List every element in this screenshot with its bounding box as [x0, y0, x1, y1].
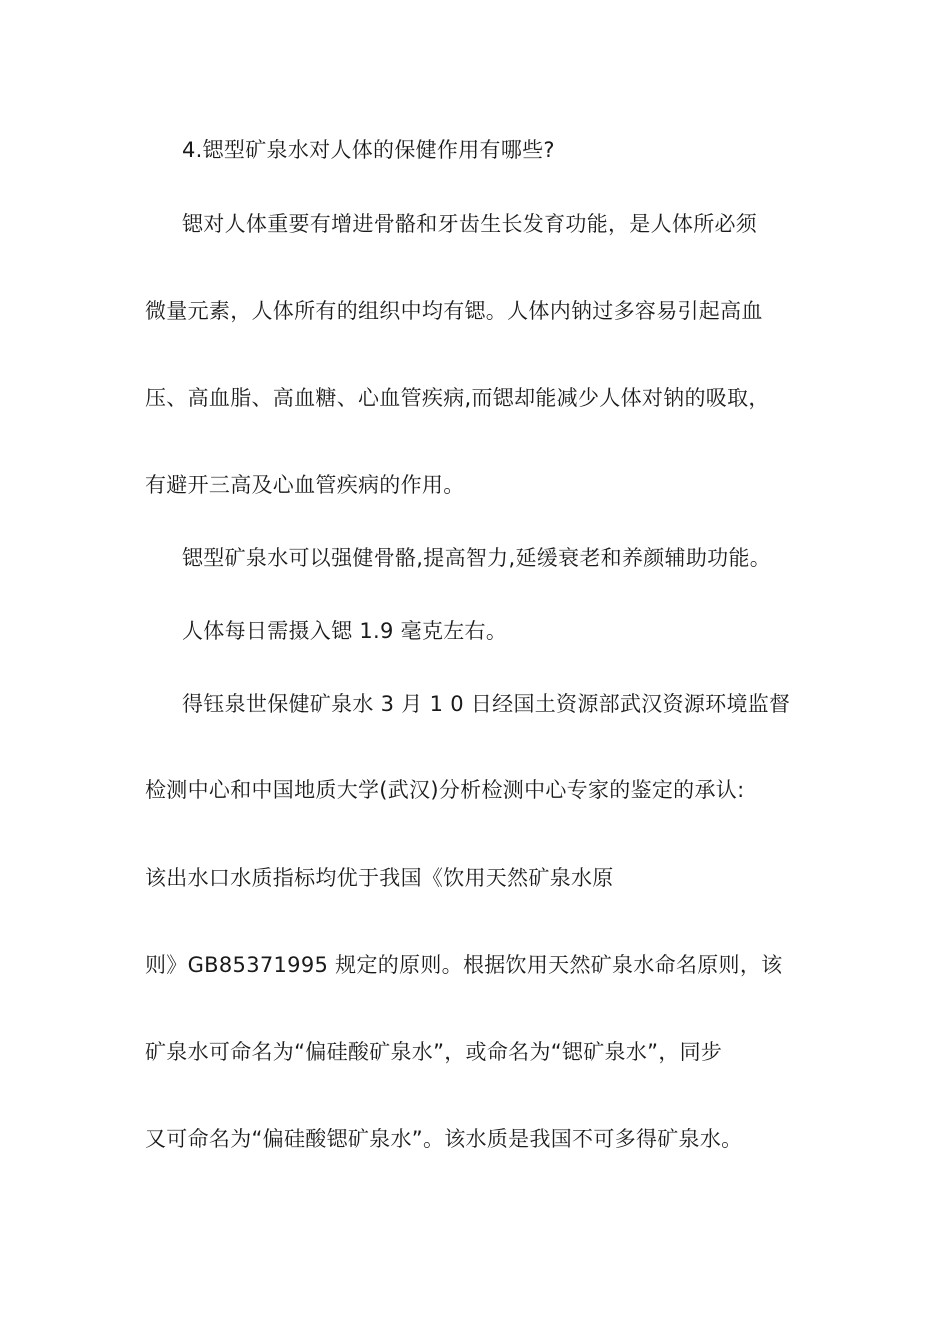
paragraph-line: 矿泉水可命名为“偏硅酸矿泉水”，或命名为“锶矿泉水”，同步 — [145, 1040, 723, 1064]
paragraph-line: 又可命名为“偏硅酸锶矿泉水”。该水质是我国不可多得矿泉水。 — [145, 1127, 743, 1151]
paragraph-line: 有避开三高及心血管疾病的作用。 — [145, 473, 465, 497]
question-heading: 4.锶型矿泉水对人体的保健作用有哪些? — [182, 138, 555, 162]
paragraph-line: 锶对人体重要有增进骨骼和牙齿生长发育功能，是人体所必须 — [182, 212, 758, 236]
paragraph-line: 微量元素，人体所有的组织中均有锶。人体内钠过多容易引起高血 — [145, 299, 763, 323]
paragraph-line: 得钰泉世保健矿泉水 3 月 1 0 日经国土资源部武汉资源环境监督 — [182, 692, 791, 716]
paragraph-line: 该出水口水质指标均优于我国《饮用天然矿泉水原 — [145, 866, 614, 890]
paragraph-line: 压、高血脂、高血糖、心血管疾病,而锶却能减少人体对钠的吸取， — [145, 386, 770, 410]
paragraph-line: 锶型矿泉水可以强健骨骼,提高智力,延缓衰老和养颜辅助功能。 — [182, 546, 772, 570]
paragraph-line: 人体每日需摄入锶 1.9 毫克左右。 — [182, 619, 508, 643]
paragraph-line: 检测中心和中国地质大学(武汉)分析检测中心专家的鉴定的承认: — [145, 778, 745, 802]
paragraph-line: 则》GB85371995 规定的原则。根据饮用天然矿泉水命名原则，该 — [145, 953, 783, 977]
